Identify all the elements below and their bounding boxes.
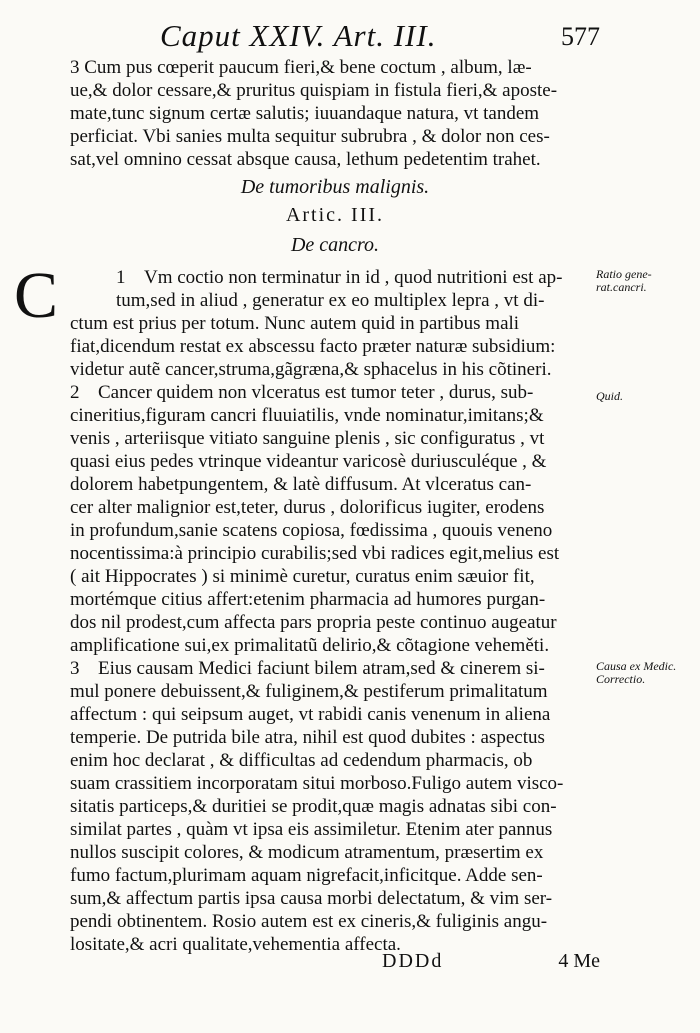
catchword: 4 Me xyxy=(558,950,600,972)
text-line xyxy=(70,266,600,289)
margin-note-causa: Causa ex Medic. Correctio. xyxy=(596,659,677,686)
line-text: fumo factum,plurimam aquam nigrefacit,inficitque. Adde sen- xyxy=(70,865,543,886)
line-text: mul ponere debuissent,& fuliginem,& pestiferum primalitatum xyxy=(70,681,548,702)
paragraph-number: 1 xyxy=(116,267,126,288)
line-text: cer alter malignior est,teter, durus , dolorificus iugiter, erodens xyxy=(70,497,545,518)
page-footer xyxy=(70,950,600,980)
page-number: 577 xyxy=(561,22,600,51)
line-text: venis , arteriisque vitiato sanguine plenis , sic configuratus , vt xyxy=(70,428,545,449)
margin-note-ratio: Ratio gene- rat.cancri. xyxy=(596,267,652,294)
text-line: ue,& dolor cessare,& pruritus quispiam in fistula fieri,& aposte- xyxy=(70,80,558,101)
text-line xyxy=(70,335,600,358)
line-text: nullos suscipit colores, & modicum atramentum, præsertim ex xyxy=(70,842,544,863)
line-text: temperie. De putrida bile atra, nihil est quod dubites : aspectus xyxy=(70,727,545,748)
text-line xyxy=(70,726,600,749)
line-text: cineritius,figuram cancri fluuiatilis, vnde nominatur,imitans;& xyxy=(70,405,544,426)
text-line xyxy=(70,910,600,933)
paragraph-block-1 xyxy=(70,56,600,171)
text-line xyxy=(70,381,600,404)
line-text: Cancer quidem non vlceratus est tumor teter , durus, sub- xyxy=(98,382,534,403)
line-text: enim hoc declarat , & difficultas ad cedendum pharmacis, ob xyxy=(70,750,533,771)
line-text: in profundum,sanie scatens copiosa, fœdissima , quouis veneno xyxy=(70,520,553,541)
line-text: tum,sed in aliud , generatur ex eo multiplex lepra , vt di- xyxy=(116,290,545,311)
line-text: suam crassitiem incorporatam situi morboso.Fuligo autem visco- xyxy=(70,773,564,794)
line-text: Vm coctio non terminatur in id , quod nutritioni est ap- xyxy=(144,267,563,288)
text-line xyxy=(70,887,600,910)
text-line: perficiat. Vbi sanies multa sequitur subrubra , & dolor non ces- xyxy=(70,126,550,147)
line-text: fiat,dicendum restat ex abscessu facto præter naturæ subsidium: xyxy=(70,336,556,357)
running-title: Caput XXIV. Art. III. xyxy=(160,18,437,53)
text-line xyxy=(70,542,600,565)
text-line xyxy=(70,795,600,818)
text-line xyxy=(70,611,600,634)
signature-mark: DDDd xyxy=(382,950,444,972)
paragraph-number: 2 xyxy=(70,382,80,403)
text-line xyxy=(70,473,600,496)
line-text: lositate,& acri qualitate,vehementia affecta. xyxy=(70,934,401,955)
line-text: Eius causam Medici faciunt bilem atram,sed & cinerem si- xyxy=(98,658,545,679)
text-line xyxy=(70,427,600,450)
text-line xyxy=(70,749,600,772)
line-text: sitatis particeps,& duritiei se prodit,quæ magis adnatas sibi con- xyxy=(70,796,557,817)
text-line xyxy=(70,657,600,680)
text-line xyxy=(70,818,600,841)
text-line xyxy=(70,496,600,519)
text-line xyxy=(70,565,600,588)
line-text: videtur autẽ cancer,struma,gãgræna,& sphacelus in his cõtineri. xyxy=(70,359,552,380)
text-line xyxy=(70,703,600,726)
line-text: amplificatione sui,ex primalitatũ delirio,& cõtagione veheměti. xyxy=(70,635,550,656)
line-text: pendi obtinentem. Rosio autem est ex cineris,& fuliginis angu- xyxy=(70,911,548,932)
text-line xyxy=(70,450,600,473)
text-line xyxy=(70,289,600,312)
line-text: nocentissima:à principio curabilis;sed vbi radices egit,melius est xyxy=(70,543,560,564)
text-line: mate,tunc signum certæ salutis; iuuandaque natura, vt tandem xyxy=(70,103,540,124)
article-heading: Artic. III. xyxy=(285,204,385,226)
page-header xyxy=(160,18,600,54)
text-line: sat,vel omnino cessat absque causa, lethum pedetentim trahet. xyxy=(70,149,541,170)
text-line xyxy=(70,358,600,381)
text-line xyxy=(70,634,600,657)
line-text: similat partes , quàm vt ipsa eis assimiletur. Etenim ater pannus xyxy=(70,819,553,840)
line-text: sum,& affectum partis ipsa causa morbi delectatum, & vim ser- xyxy=(70,888,553,909)
line-text: quasi eius pedes vtrinque videantur varicosè duriusculéque , & xyxy=(70,451,547,472)
line-text: affectum : qui seipsum auget, vt rabidi canis venenum in aliena xyxy=(70,704,551,725)
line-text: ctum est prius per totum. Nunc autem quid in partibus mali xyxy=(70,313,520,334)
article-subtitle: De cancro. xyxy=(290,234,380,256)
text-line xyxy=(70,680,600,703)
paragraph-block-2 xyxy=(70,266,600,956)
text-line xyxy=(70,519,600,542)
text-line xyxy=(70,772,600,795)
line-text: ( ait Hippocrates ) si minimè curetur, curatus enim sæuior fit, xyxy=(70,566,535,587)
line-text: dolorem habetpungentem, & latè diffusum. At vlceratus can- xyxy=(70,474,532,495)
line-text: dos nil prodest,cum affecta pars propria peste continuo augeatur xyxy=(70,612,557,633)
paragraph-number: 3 xyxy=(70,658,80,679)
text-line xyxy=(70,312,600,335)
text-line xyxy=(70,588,600,611)
text-line xyxy=(70,864,600,887)
section-title: De tumoribus malignis. xyxy=(240,176,430,198)
drop-cap: C xyxy=(14,259,59,332)
text-line xyxy=(70,841,600,864)
line-text: mortémque citius affert:etenim pharmacia ad humores purgan- xyxy=(70,589,546,610)
text-line: 3 Cum pus cœperit paucum fieri,& bene coctum , album, læ- xyxy=(70,57,532,78)
text-line xyxy=(70,404,600,427)
margin-note-quid: Quid. xyxy=(596,389,623,403)
